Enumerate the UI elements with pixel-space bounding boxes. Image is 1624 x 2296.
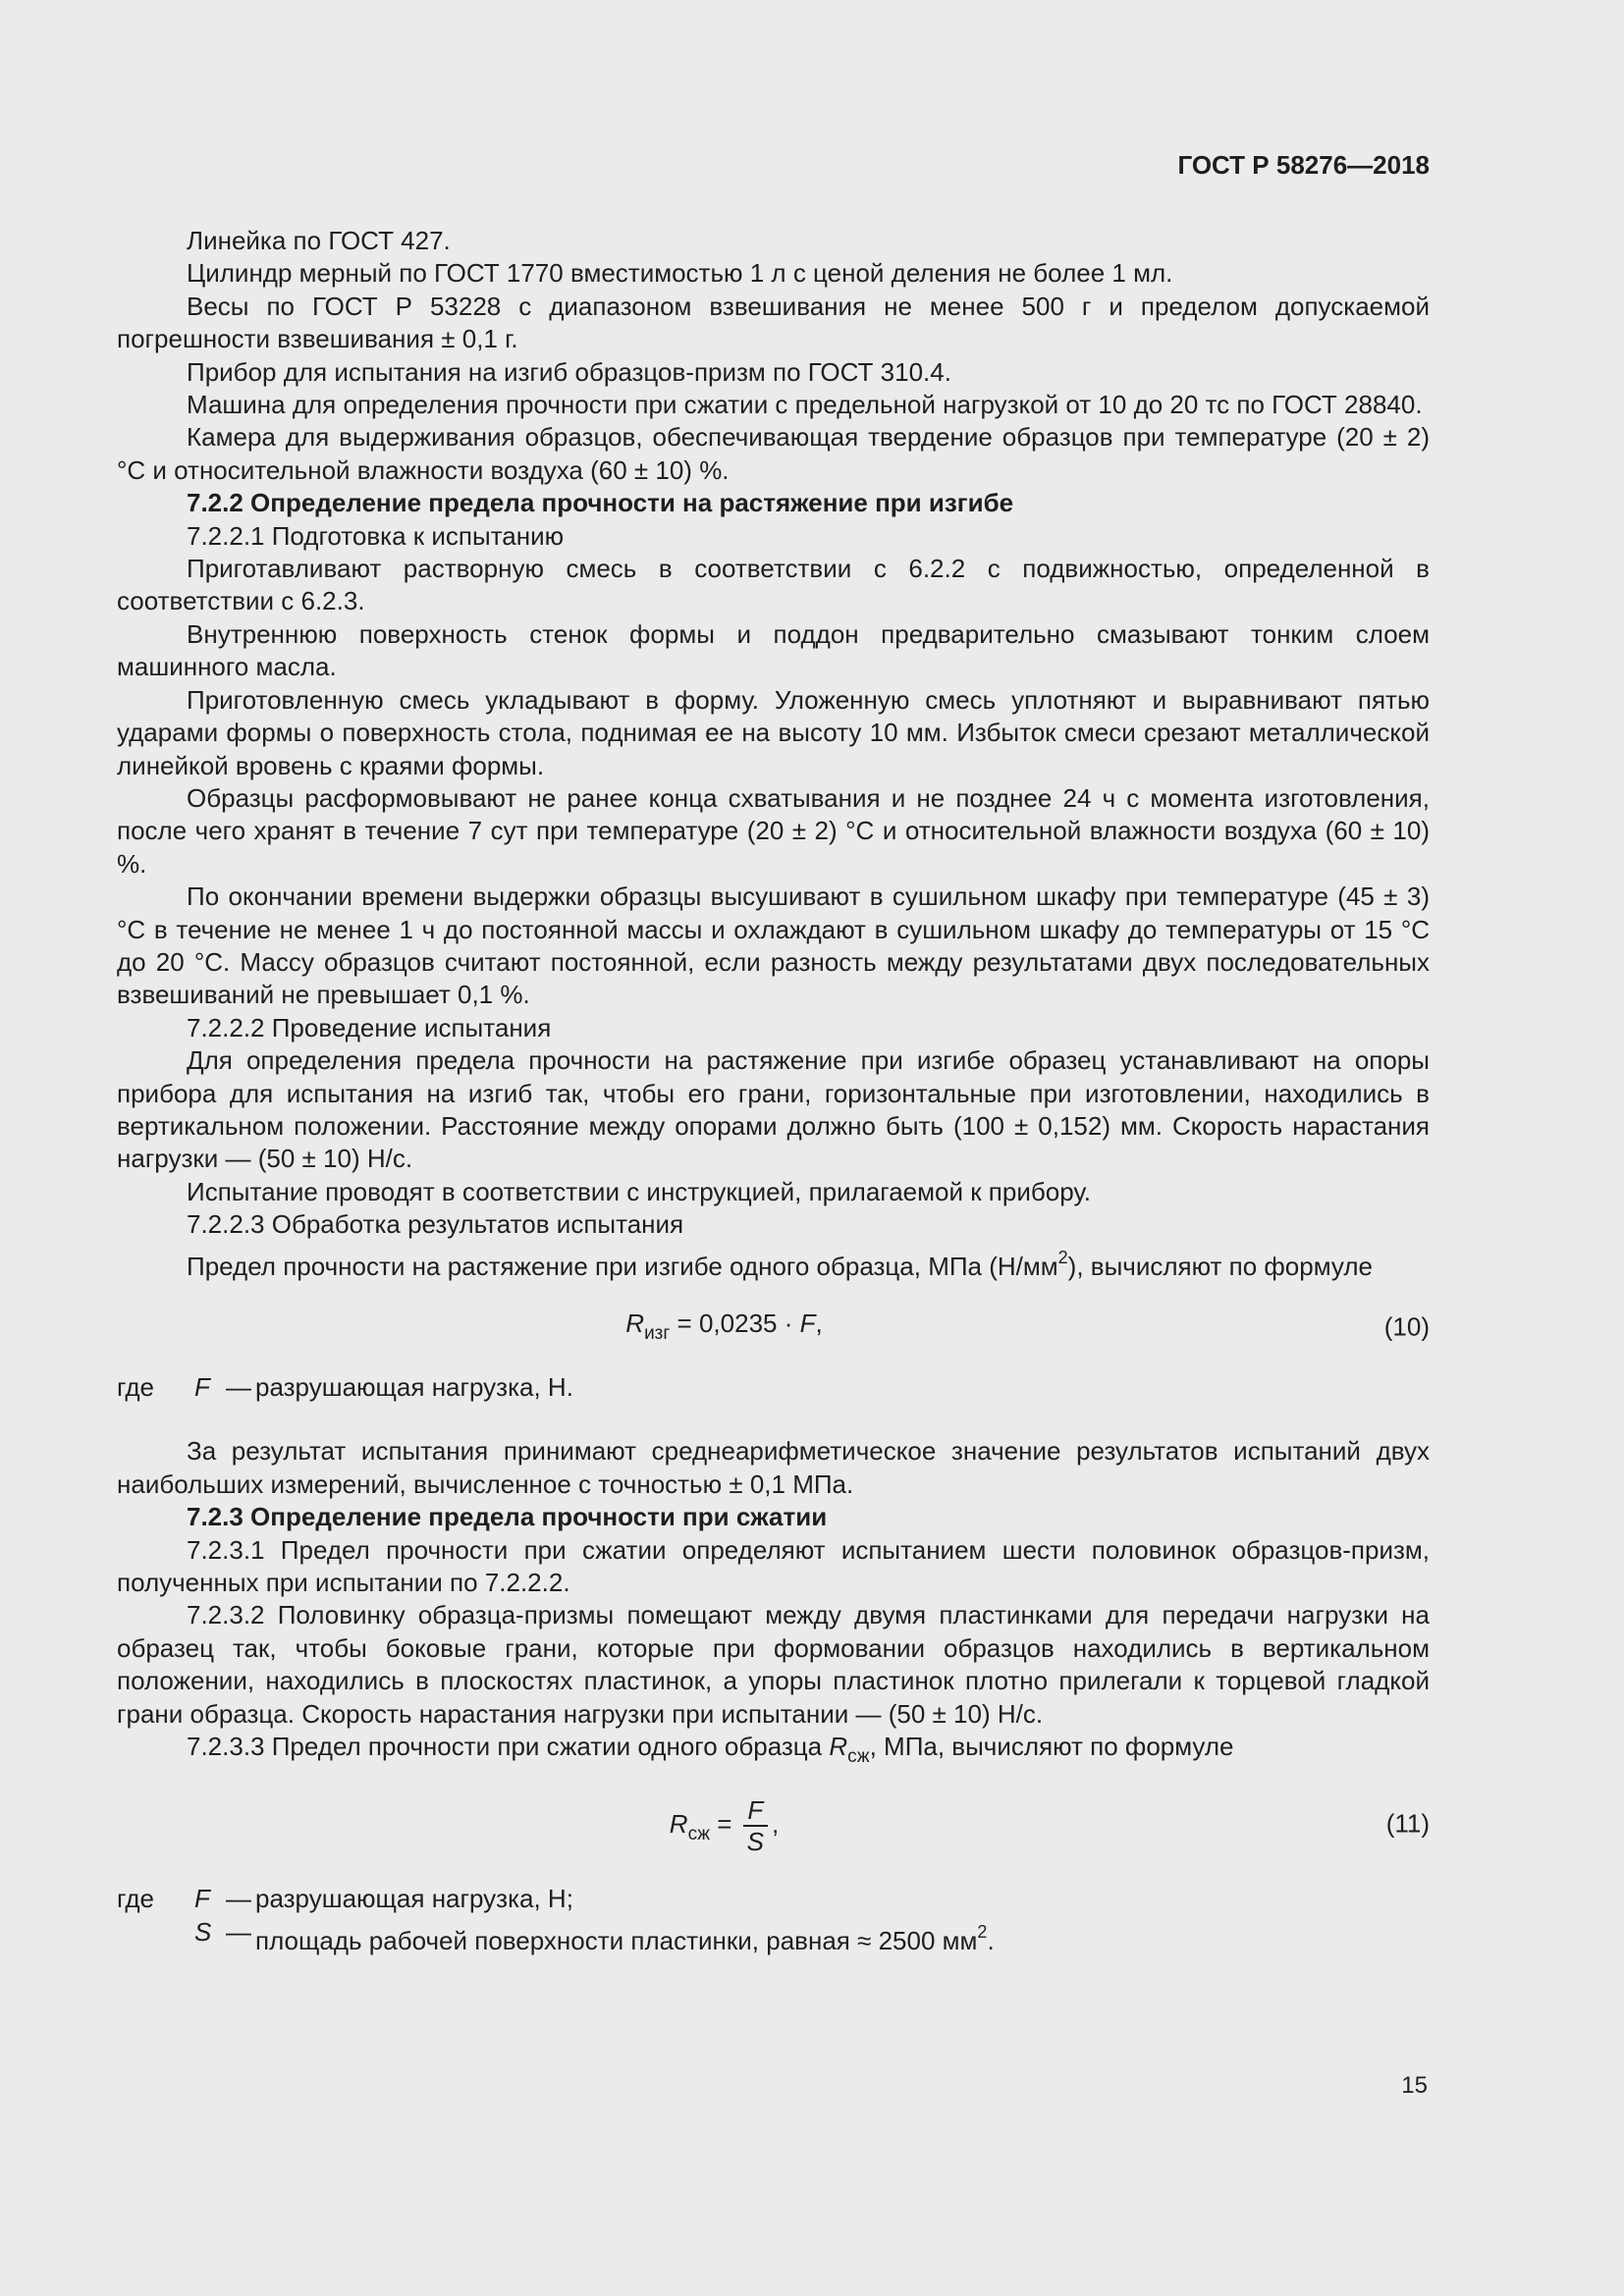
- formula-11-row: [117, 1787, 1430, 1865]
- formula-number: (11): [1385, 1809, 1430, 1840]
- paragraph: Камера для выдерживания образцов, обеспечивающая твердение образцов при температуре (20 ± 2) °С и относительной влажности воздуха (60 ± 10) %.: [117, 422, 1430, 485]
- formula-eq: =: [710, 1809, 739, 1840]
- paragraph: Приготовленную смесь укладывают в форму. Уложенную смесь уплотняют и выравнивают пятью ударами формы о поверхность стола, поднимая ее на высоту 10 мм. Избыток смеси срезают металлической линейкой вровень с краями формы.: [117, 684, 1430, 780]
- intro-text: , МПа, вычисляют по формуле: [869, 1732, 1234, 1762]
- where-item: [117, 1883, 1430, 1915]
- where-text: [255, 1916, 1430, 1957]
- formula-10-row: [117, 1303, 1430, 1356]
- paragraph: Образцы расформовывают не ранее конца схватывания и не позднее 24 ч с момента изготовления, после чего хранят в течение 7 сут при температуре (20 ± 2) °С и относительной влажности воздуха (60 ± 10) %.: [117, 782, 1430, 879]
- document-body: [117, 225, 1430, 1957]
- subsection-heading: 7.2.2.1 Подготовка к испытанию: [187, 520, 565, 551]
- intro-text: 7.2.3.3 Предел прочности при сжатии одного образца: [187, 1732, 830, 1762]
- formula-rhs: = 0,0235 ·: [670, 1308, 800, 1339]
- formula-tail: ,: [815, 1308, 823, 1339]
- paragraph: Цилиндр мерный по ГОСТ 1770 вместимостью 1 л с ценой деления не более 1 мл.: [187, 258, 1173, 289]
- intro-symbol: R: [829, 1732, 848, 1762]
- where-symbol: S: [194, 1916, 212, 1947]
- formula-tail: ,: [771, 1809, 780, 1840]
- formula-number: (10): [1383, 1311, 1430, 1342]
- intro-text: Предел прочности на растяжение при изгибе одного образца, МПа (Н/мм: [187, 1251, 1058, 1281]
- where-item: [117, 1371, 1430, 1404]
- paragraph: 7.2.3.2 Половинку образца-призмы помещают между двумя пластинками для передачи нагрузки на образец так, чтобы боковые грани, которые при формовании образцов находились в вертикальном положении, находились в плоскостях пластинок, а упоры пластинок плотно прилегали к торцевой гладкой грани образца. Скорость нарастания нагрузки при испытании — (50 ± 10) Н/с.: [117, 1600, 1430, 1729]
- where-text-part: .: [987, 1925, 995, 1955]
- where-dash: —: [226, 1916, 251, 1947]
- paragraph: 7.2.3.1 Предел прочности при сжатии определяют испытанием шести половинок образцов-призм, полученных при испытании по 7.2.2.2.: [117, 1534, 1430, 1598]
- paragraph: По окончании времени выдержки образцы высушивают в сушильном шкафу при температуре (45 ± 3) °С в течение не менее 1 ч до постоянной массы и охлаждают в сушильном шкафу до температуры от 15 °С до 20 °С. Массу образцов считают постоянной, если разность между результатами двух последовательных взвешиваний не превышает 0,1 %.: [117, 881, 1430, 1010]
- formula-subscript: сж: [687, 1824, 710, 1845]
- where-dash: —: [226, 1372, 251, 1402]
- where-text: разрушающая нагрузка, Н;: [255, 1884, 573, 1914]
- page-number: 15: [1401, 2072, 1428, 2099]
- fraction-denominator: S: [746, 1827, 764, 1857]
- formula-symbol: R: [669, 1809, 688, 1840]
- where-item: [117, 1916, 1430, 1957]
- where-text: разрушающая нагрузка, Н.: [255, 1372, 573, 1402]
- paragraph: Весы по ГОСТ Р 53228 с диапазоном взвешивания не менее 500 г и пределом допускаемой погрешности взвешивания ± 0,1 г.: [117, 291, 1430, 354]
- where-dash: —: [226, 1884, 251, 1914]
- formula-10-intro: [117, 1242, 1430, 1283]
- paragraph: Испытание проводят в соответствии с инструкцией, прилагаемой к прибору.: [187, 1176, 1092, 1206]
- paragraph: Для определения предела прочности на растяжение при изгибе образец устанавливают на опоры прибора для испытания на изгиб так, чтобы его грани, горизонтальные при изготовлении, находились в вертикальном положении. Расстояние между опорами должно быть (100 ± 0,152) мм. Скорость нарастания нагрузки — (50 ± 10) Н/с.: [117, 1045, 1430, 1174]
- section-heading-7-2-2: 7.2.2 Определение предела прочности на растяжение при изгибе: [187, 488, 1014, 518]
- where-label-empty: [117, 1916, 194, 1957]
- where-block-10: [117, 1371, 1430, 1404]
- formula-11: [670, 1795, 779, 1856]
- where-label: где: [117, 1372, 154, 1402]
- paragraph: Линейка по ГОСТ 427.: [187, 226, 451, 255]
- intro-text: ), вычисляют по формуле: [1067, 1251, 1373, 1281]
- where-symbol: F: [194, 1372, 210, 1402]
- formula-subscript: изг: [644, 1323, 671, 1345]
- superscript: 2: [1057, 1247, 1068, 1267]
- section-heading-7-2-3: 7.2.3 Определение предела прочности при сжатии: [187, 1502, 828, 1532]
- superscript: 2: [977, 1921, 988, 1942]
- standard-id: ГОСТ Р 58276—2018: [1177, 150, 1430, 180]
- paragraph: Прибор для испытания на изгиб образцов-призм по ГОСТ 310.4.: [187, 356, 951, 387]
- intro-subscript: сж: [847, 1746, 870, 1768]
- formula-11-intro: [117, 1731, 1430, 1773]
- document-header: [1177, 149, 1430, 181]
- subsection-heading: 7.2.2.3 Обработка результатов испытания: [187, 1209, 684, 1240]
- fraction-numerator: F: [747, 1795, 764, 1826]
- formula-symbol: R: [625, 1308, 645, 1339]
- subsection-heading: 7.2.2.2 Проведение испытания: [187, 1012, 552, 1042]
- formula-variable: F: [799, 1308, 816, 1339]
- paragraph: Машина для определения прочности при сжатии с предельной нагрузкой от 10 до 20 тс по ГОСТ 28840.: [187, 390, 1423, 420]
- paragraph: Приготавливают растворную смесь в соответствии с 6.2.2 с подвижностью, определенной в соответствии с 6.2.3.: [117, 554, 1430, 616]
- formula-fraction: [743, 1795, 768, 1856]
- where-symbol: F: [194, 1884, 210, 1914]
- paragraph: За результат испытания принимают среднеарифметическое значение результатов испытаний двух наибольших измерений, вычисленное с точностью ± 0,1 МПа.: [117, 1436, 1430, 1499]
- where-label: где: [117, 1884, 154, 1914]
- formula-10: [625, 1308, 822, 1350]
- paragraph: Внутреннюю поверхность стенок формы и поддон предварительно смазывают тонким слоем машинного масла.: [117, 618, 1430, 682]
- where-text-part: площадь рабочей поверхности пластинки, равная ≈ 2500 мм: [255, 1925, 978, 1955]
- where-block-11: [117, 1883, 1430, 1957]
- spacer: [117, 1404, 1430, 1435]
